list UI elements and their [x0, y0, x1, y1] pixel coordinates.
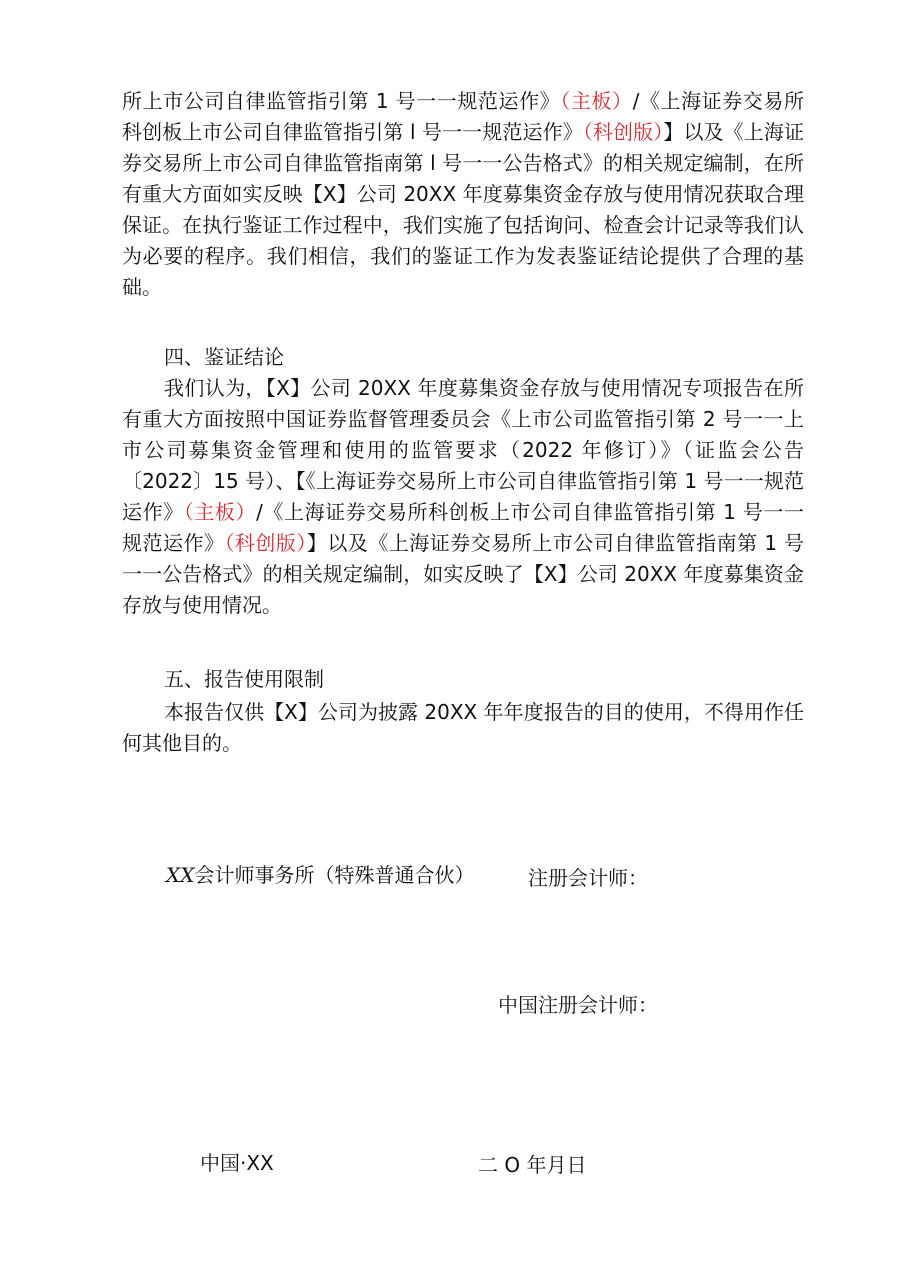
text-run: 】以及《上海证券交易所上市公司自律监管指南第 l 号一一公告格式》的相关规定编制，在所有重大方面如实反映【X】公司 20XX 年度募集资金存放与使用情况获取合理保证。在执行鉴证工作过程中，我们实施了包括询问、检查会计记录等我们认为必要的程序。我们相信，我们的鉴证工作为发表鉴证结论提供了合理的基础。 — [122, 120, 804, 299]
firm-prefix: XX — [166, 863, 195, 887]
cpa-label: 注册会计师： — [528, 866, 648, 890]
section5-paragraph: 本报告仅供【X】公司为披露 20XX 年年度报告的目的使用，不得用作任何其他目的。 — [122, 700, 804, 755]
text-run: 我们认为，【X】公司 20XX 年度募集资金存放与使用情况专项报告在所有重大方面按照中国证券监督管理委员会《上市公司监管指引第 2 号一一上市公司募集资金管理和使用的监管要求（2022 年修订）》（证监会公告〔2022〕15 号）、【《上海证券交易所上市公司自律监管指引第 1 号一一规范运作》 — [122, 376, 804, 524]
section5-heading: 五、报告使用限制 — [164, 667, 324, 691]
red-note-main-board: （主板） — [560, 89, 633, 113]
section4-heading: 四、鉴证结论 — [164, 345, 284, 369]
location: 中国·XX — [200, 1151, 274, 1175]
text-run: 所上市公司自律监管指引第 1 号一一规范运作》 — [122, 89, 561, 113]
text-run: /《上海证券交易所科创板上市公司自律监管指引第 l 号一一规范运作》 — [122, 89, 804, 144]
china-cpa-label: 中国注册会计师： — [498, 993, 658, 1017]
section4-paragraph — [122, 373, 804, 621]
text-run: /《上海证券交易所科创板上市公司自律监管指引第 1 号一一规范运作》 — [122, 500, 805, 555]
firm-name — [166, 860, 474, 891]
section3-paragraph — [122, 86, 804, 303]
report-date: 二 O 年月日 — [478, 1153, 587, 1177]
red-note-star-market: （科创版） — [224, 531, 307, 555]
red-note-star-market: （科创版） — [582, 120, 664, 144]
red-note-main-board: （主板） — [183, 500, 257, 524]
text-run: 】以及《上海证券交易所上市公司自律监管指南第 1 号一一公告格式》的相关规定编制，如实反映了【X】公司 20XX 年度募集资金存放与使用情况。 — [122, 531, 804, 617]
firm-name-text: 会计师事务所（特殊普通合伙） — [194, 863, 475, 887]
